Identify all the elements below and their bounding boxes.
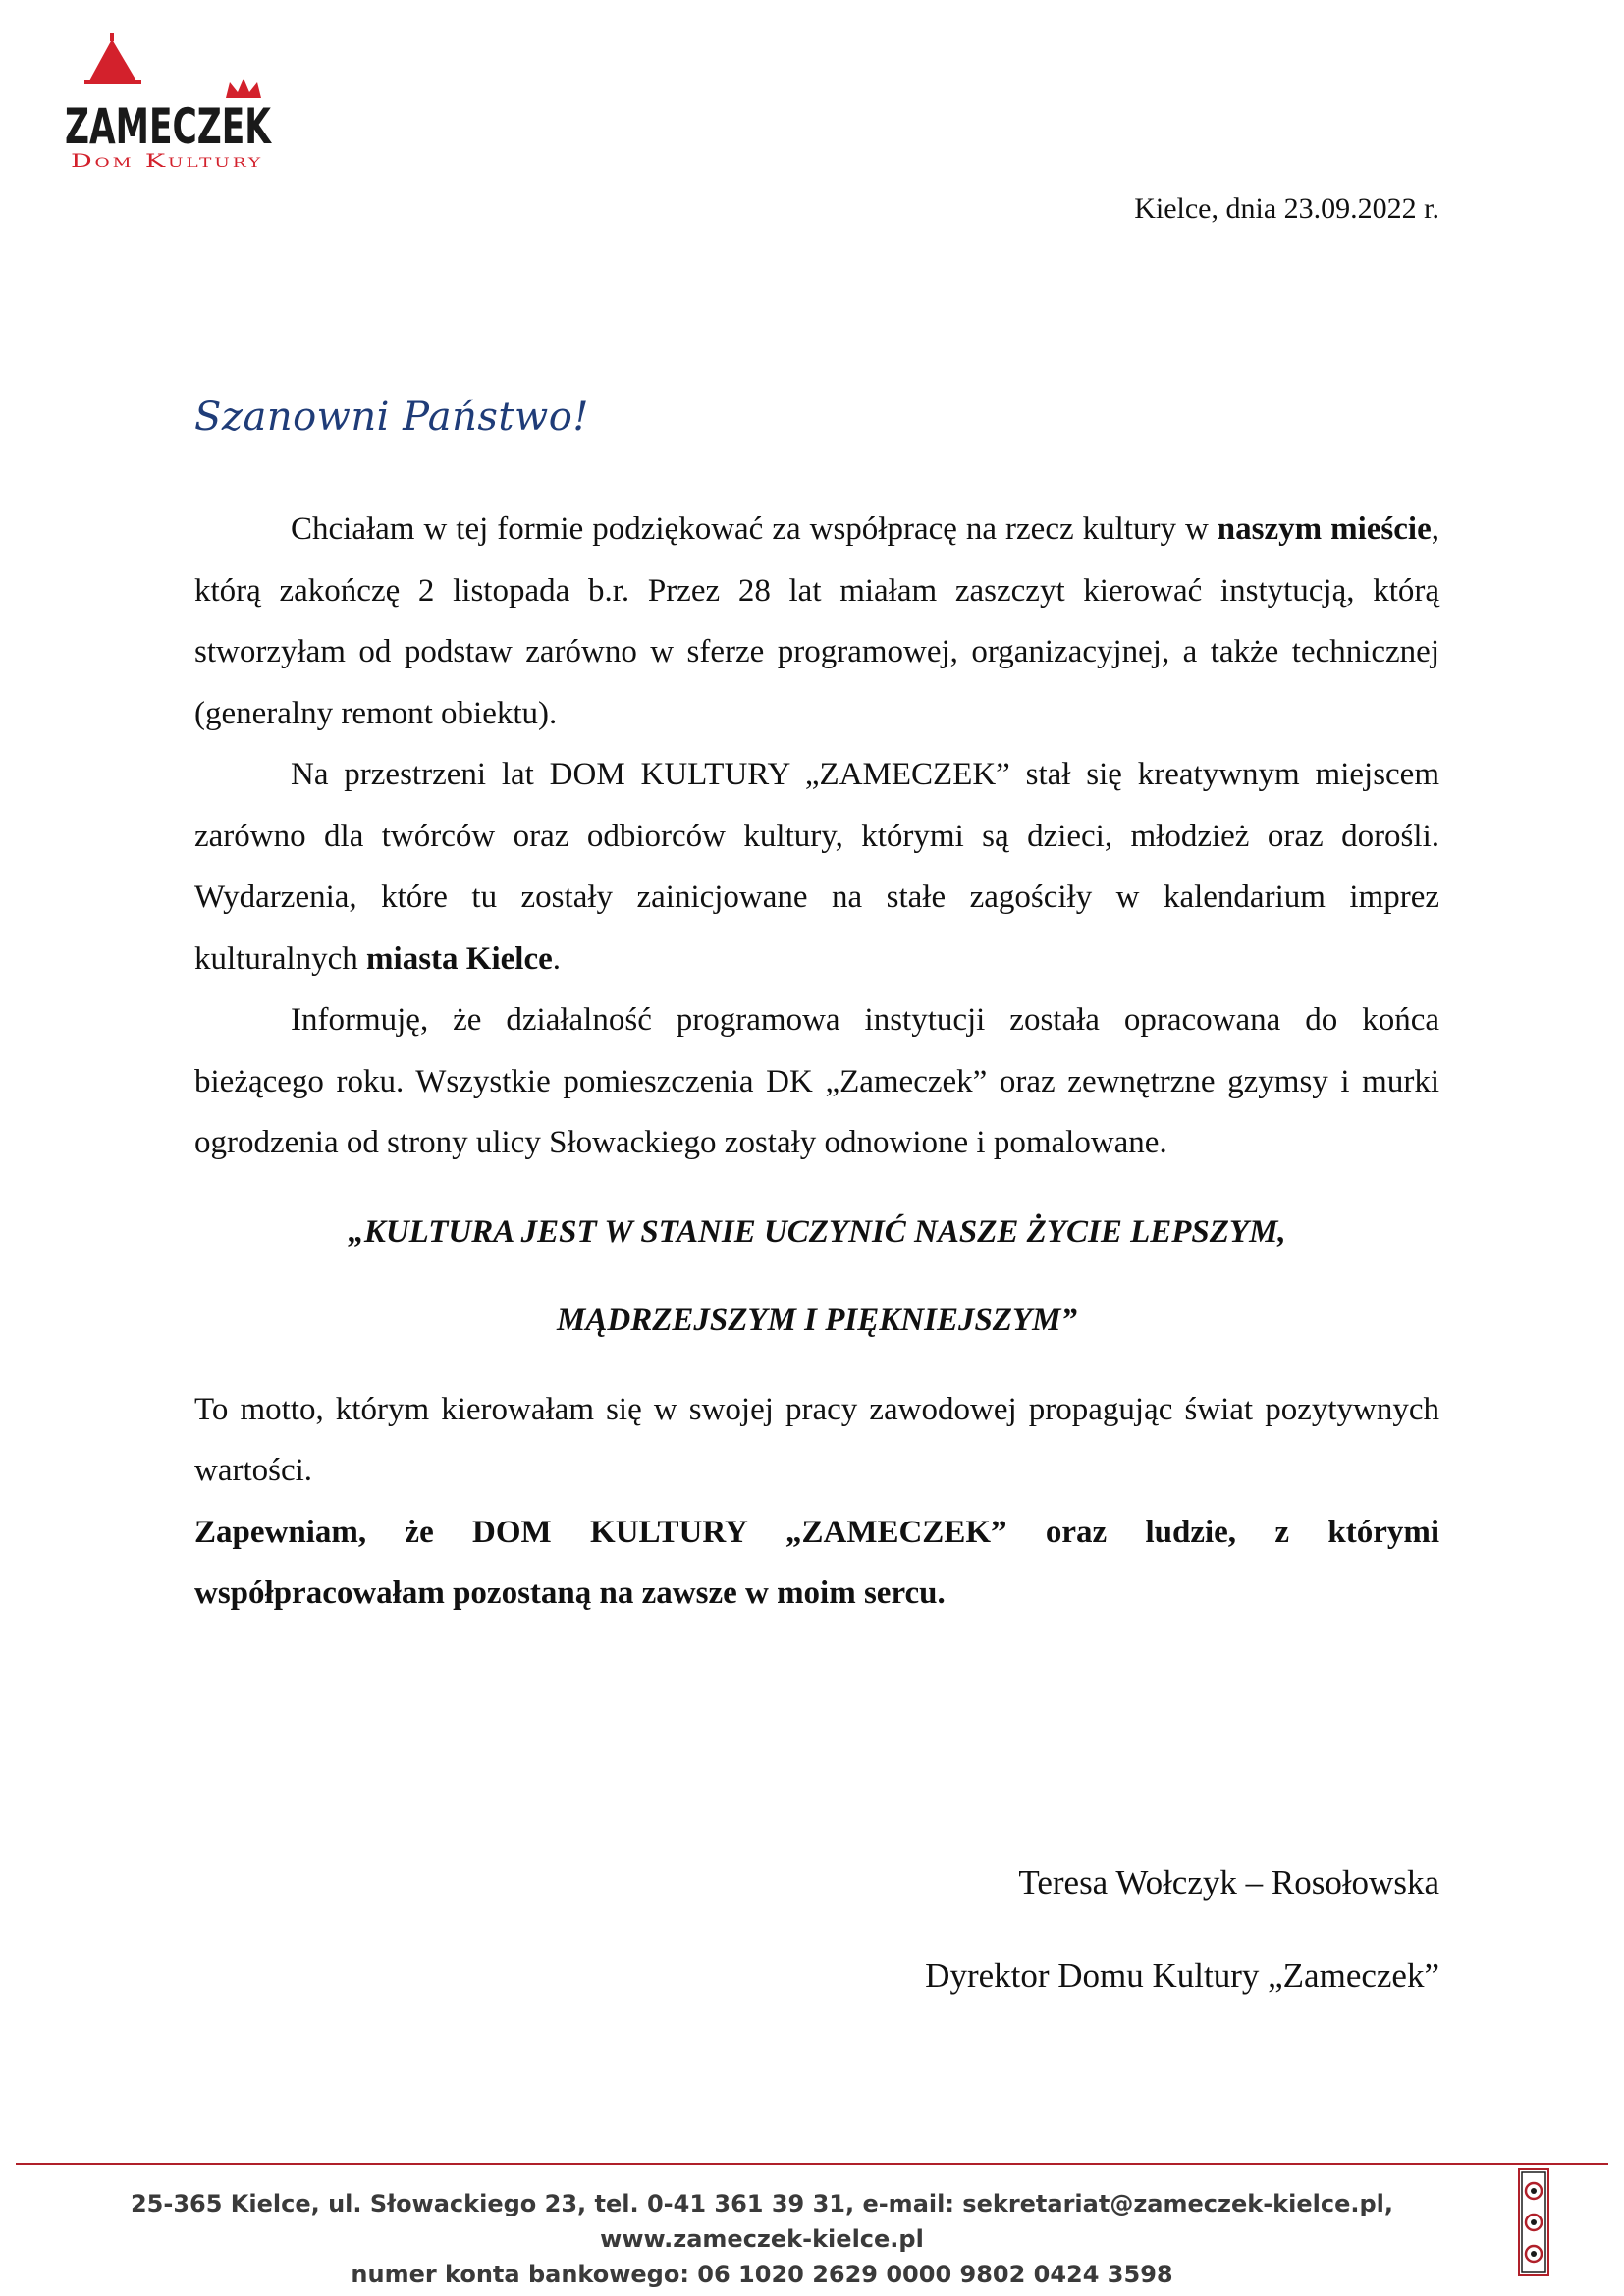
logo-emblem: [61, 33, 275, 171]
paragraph-2-text-c: .: [552, 940, 561, 977]
paragraph-4: To motto, którym kierowałam się w swojej pracy zawodowej propagując świat pozytywnych wartości.: [194, 1391, 1439, 1488]
footer-address: 25-365 Kielce, ul. Słowackiego 23, tel. 0-41 361 39 31, e-mail: sekretariat@zameczek-kielce.pl, www.zameczek-kielce.pl: [130, 2190, 1394, 2253]
motto-line-2: MĄDRZEJSZYM I PIĘKNIEJSZYM”: [557, 1303, 1077, 1338]
paragraph-1-text-a: Chciałam w tej formie podziękować za współpracę na rzecz kultury w: [291, 511, 1218, 547]
zameczek-logo: [61, 33, 275, 171]
paragraph-1: [194, 499, 1439, 744]
footer-ornament-icon: [1519, 2169, 1548, 2275]
logo-wordmark: ZAMECZEK: [65, 98, 273, 155]
letter-date: Kielce, dnia 23.09.2022 r.: [1134, 192, 1439, 225]
footer: [55, 2186, 1469, 2292]
footer-bank-account: numer konta bankowego: 06 1020 2629 0000 9802 0424 3598: [351, 2261, 1173, 2288]
paragraph-5: [194, 1502, 1439, 1625]
paragraph-1-text-c: , którą zakończę 2 listopada b.r. Przez 28 lat miałam zaszczyt kierować instytucją, którą stworzyłam od podstaw zarówno w sferze programowej, organizacyjnej, a także technicznej (generalny remont obiektu).: [194, 511, 1439, 731]
signature-block: [925, 1836, 1439, 2022]
footer-divider: [16, 2163, 1608, 2165]
paragraph-1-bold: naszym mieście: [1217, 511, 1432, 547]
signature-name: Teresa Wołczyk – Rosołowska: [1018, 1863, 1439, 1901]
paragraph-3: Informuję, że działalność programowa instytucji została opracowana do końca bieżącego roku. Wszystkie pomieszczenia DK „Zameczek” oraz zewnętrzne gzymsy i murki ogrodzenia od strony ulicy Słowackiego zostały odnowione i pomalowane.: [194, 1002, 1439, 1160]
motto-line-1: „KULTURA JEST W STANIE UCZYNIĆ NASZE ŻYCIE LEPSZYM,: [348, 1213, 1286, 1250]
paragraph-2-bold: miasta Kielce: [366, 940, 553, 977]
signature-title: Dyrektor Domu Kultury „Zameczek”: [925, 1956, 1439, 1995]
letter-body: [194, 499, 1439, 1625]
paragraph-2: [194, 744, 1439, 989]
paragraph-2-text-a: Na przestrzeni lat DOM KULTURY „ZAMECZEK” stał się kreatywnym miejscem zarówno dla twórców oraz odbiorców kultury, którymi są dzieci, młodzież oraz dorośli. Wydarzenia, które tu zostały zainicjowane na stałe zagościły w kalendarium imprez kulturalnych: [194, 757, 1439, 977]
salutation: Szanowni Państwo!: [194, 395, 589, 440]
logo-subtitle: Dom Kultury: [71, 150, 263, 172]
paragraph-5-bold: Zapewniam, że DOM KULTURY „ZAMECZEK” oraz ludzie, z którymi współpracowałam pozostaną na zawsze w moim sercu.: [194, 1514, 1439, 1611]
